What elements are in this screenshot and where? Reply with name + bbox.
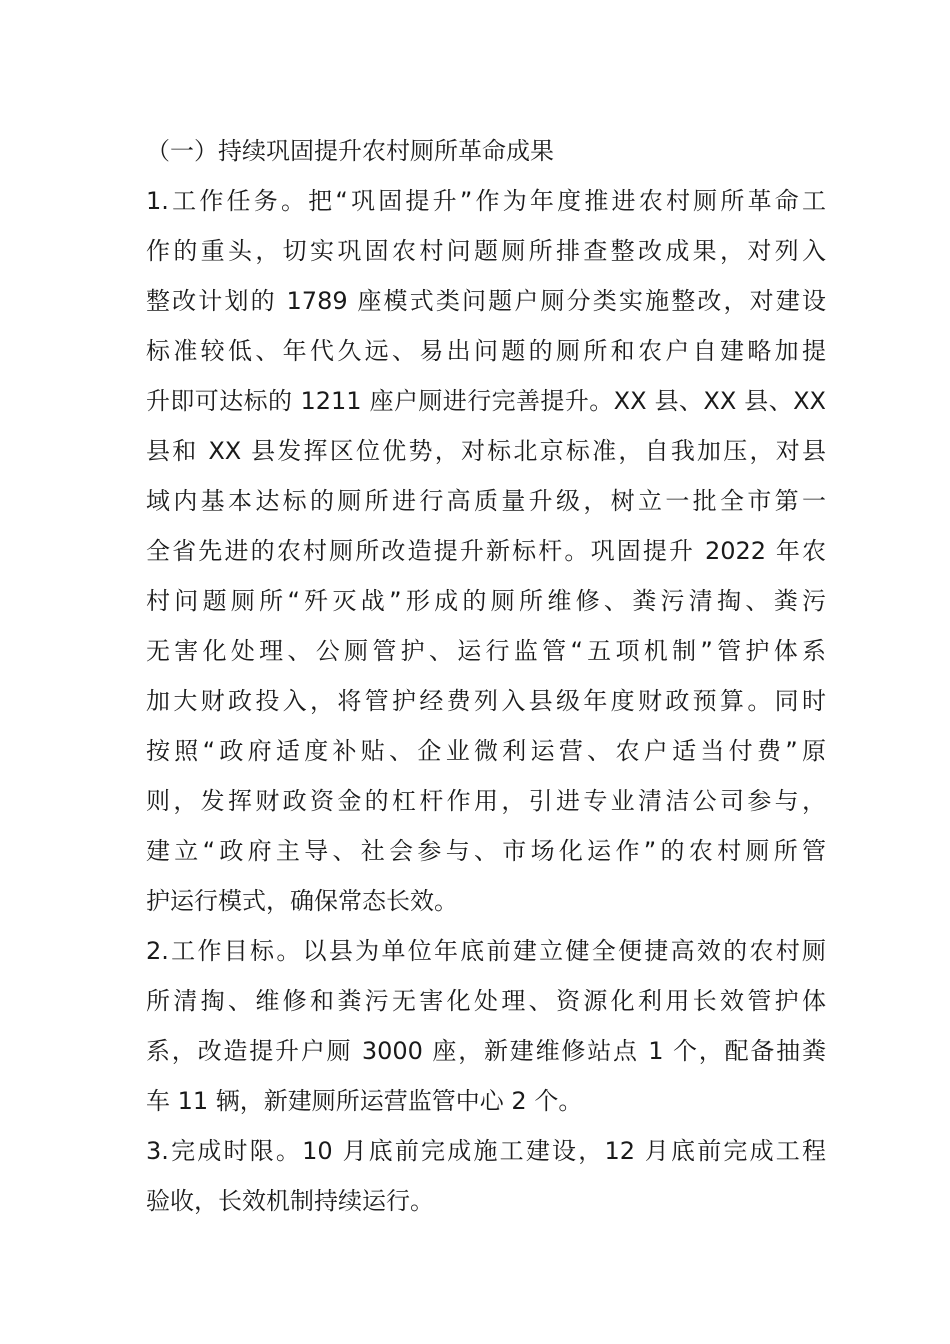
paragraph-1-line-2: 作的重头，切实巩固农村问题厕所排查整改成果，对列入 xyxy=(146,237,826,265)
paragraph-1-line-1: 1.工作任务。把“巩固提升”作为年度推进农村厕所革命工 xyxy=(146,187,826,215)
section-heading: （一）持续巩固提升农村厕所革命成果 xyxy=(146,137,554,165)
paragraph-3-line-1: 3.完成时限。10 月底前完成施工建设，12 月底前完成工程 xyxy=(146,1137,826,1165)
paragraph-1-line-15: 护运行模式，确保常态长效。 xyxy=(146,887,458,915)
paragraph-2-line-4: 车 11 辆，新建厕所运营监管中心 2 个。 xyxy=(146,1087,583,1115)
paragraph-1-line-3: 整改计划的 1789 座模式类问题户厕分类实施整改，对建设 xyxy=(146,287,826,315)
paragraph-1-line-5: 升即可达标的 1211 座户厕进行完善提升。XX 县、XX 县、XX xyxy=(146,387,826,415)
paragraph-1-line-13: 则，发挥财政资金的杠杆作用，引进专业清洁公司参与， xyxy=(146,787,826,815)
paragraph-1-line-12: 按照“政府适度补贴、企业微利运营、农户适当付费”原 xyxy=(146,737,826,765)
paragraph-2-line-2: 所清掏、维修和粪污无害化处理、资源化利用长效管护体 xyxy=(146,987,826,1015)
paragraph-2-line-3: 系，改造提升户厕 3000 座，新建维修站点 1 个，配备抽粪 xyxy=(146,1037,826,1065)
paragraph-1-line-8: 全省先进的农村厕所改造提升新标杆。巩固提升 2022 年农 xyxy=(146,537,826,565)
paragraph-1-line-11: 加大财政投入，将管护经费列入县级年度财政预算。同时 xyxy=(146,687,826,715)
paragraph-1-line-6: 县和 XX 县发挥区位优势，对标北京标准，自我加压，对县 xyxy=(146,437,826,465)
paragraph-1-line-4: 标准较低、年代久远、易出问题的厕所和农户自建略加提 xyxy=(146,337,826,365)
paragraph-1-line-14: 建立“政府主导、社会参与、市场化运作”的农村厕所管 xyxy=(146,837,826,865)
paragraph-3-line-2: 验收，长效机制持续运行。 xyxy=(146,1187,434,1215)
paragraph-1-line-7: 域内基本达标的厕所进行高质量升级，树立一批全市第一 xyxy=(146,487,826,515)
paragraph-1-line-9: 村问题厕所“歼灭战”形成的厕所维修、粪污清掏、粪污 xyxy=(146,587,826,615)
paragraph-1-line-10: 无害化处理、公厕管护、运行监管“五项机制”管护体系 xyxy=(146,637,826,665)
paragraph-2-line-1: 2.工作目标。以县为单位年底前建立健全便捷高效的农村厕 xyxy=(146,937,826,965)
